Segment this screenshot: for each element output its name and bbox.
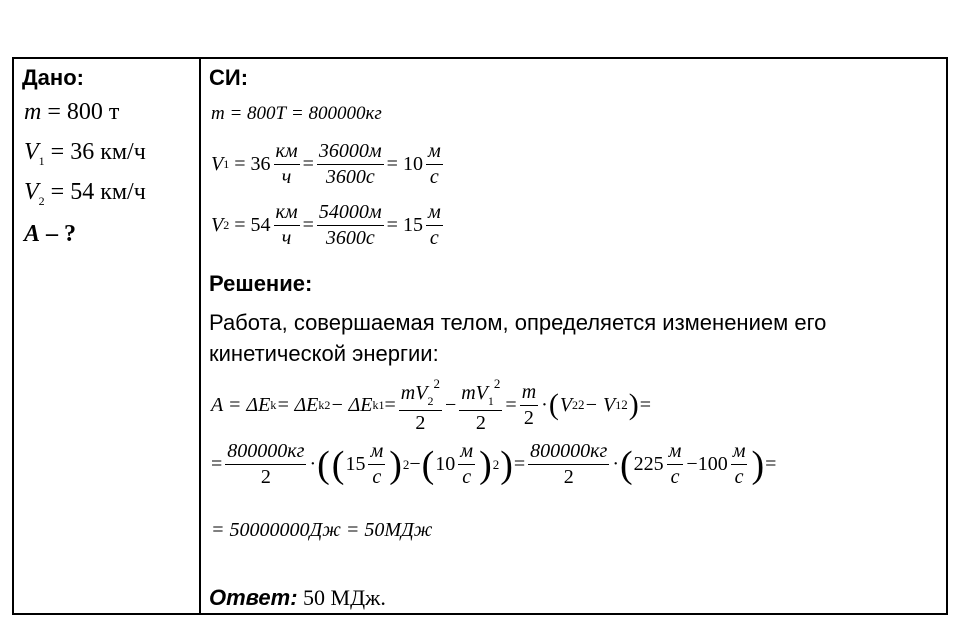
solution-table (12, 57, 948, 615)
si-mass: m = 800Т = 800000кг (211, 103, 382, 124)
answer-value: 50 МДж. (297, 585, 386, 610)
solution-heading: Решение: (209, 271, 313, 296)
kinetic-energy-initial-fraction: $\frac{mV_1^2}{2}$ (461, 376, 501, 434)
unit-fraction: $\frac{км}{ч}$ (275, 201, 298, 249)
si-v1: V 1 = 36 $\frac{км}{ч}$ = $\frac{36000м}{3600с}$ = 10 $\frac{м}{с}$ (211, 140, 441, 188)
answer-line (209, 585, 386, 611)
solution-text: Работа, совершаемая телом, определяется изменением его кинетической энергии: (209, 310, 827, 366)
unit-fraction: $\frac{км}{ч}$ (275, 140, 298, 188)
result-unit-fraction: $\frac{м}{с}$ (427, 140, 441, 188)
work-substitution: = $\frac{800000кг}{2}$ · ( ( 15 $\frac{м}{с}$ ) 2 − ( 10 $\frac{м}{с}$ ) 2 ) = $\frac{800000кг}{2}$ · ( 225 $\frac{м}{с}$ −100 $\frac{м}{с}$ ) = (211, 440, 777, 488)
result-unit-fraction: $\frac{м}{с}$ (427, 201, 441, 249)
given-mass: m = 800 т (24, 99, 120, 125)
mass-fraction-2: $\frac{800000кг}{2}$ (530, 440, 608, 488)
given-cell (14, 59, 199, 613)
given-v2: $V_2 = 54$ км/ч (24, 179, 146, 208)
given-unknown: A – ? (24, 221, 77, 247)
conversion-fraction: $\frac{36000м}{3600с}$ (318, 140, 382, 188)
given-v1: $V_1 = 36$ км/ч (24, 139, 146, 168)
si-v2: V 2 = 54 $\frac{км}{ч}$ = $\frac{54000м}{3600с}$ = 15 $\frac{м}{с}$ (211, 201, 441, 249)
work-result: = 50000000Дж = 50МДж (211, 519, 433, 541)
work-formula: A = ΔE k = ΔE k2 − ΔE k1 = $\frac{mV_2^2}{2}$ − $\frac{mV_1^2}{2}$ = $\frac{m}{2}$ · ( V 2 2 − V 1 2 ) = (211, 376, 652, 434)
mass-fraction: $\frac{800000кг}{2}$ (227, 440, 305, 488)
mass-half-fraction: $\frac{m}{2}$ (521, 380, 537, 429)
given-heading: Дано: (22, 65, 84, 90)
conversion-fraction: $\frac{54000м}{3600с}$ (318, 201, 382, 249)
si-heading: СИ: (209, 65, 249, 90)
work-cell (201, 59, 946, 613)
answer-label: Ответ: (209, 585, 298, 610)
kinetic-energy-final-fraction: $\frac{mV_2^2}{2}$ (400, 376, 440, 434)
